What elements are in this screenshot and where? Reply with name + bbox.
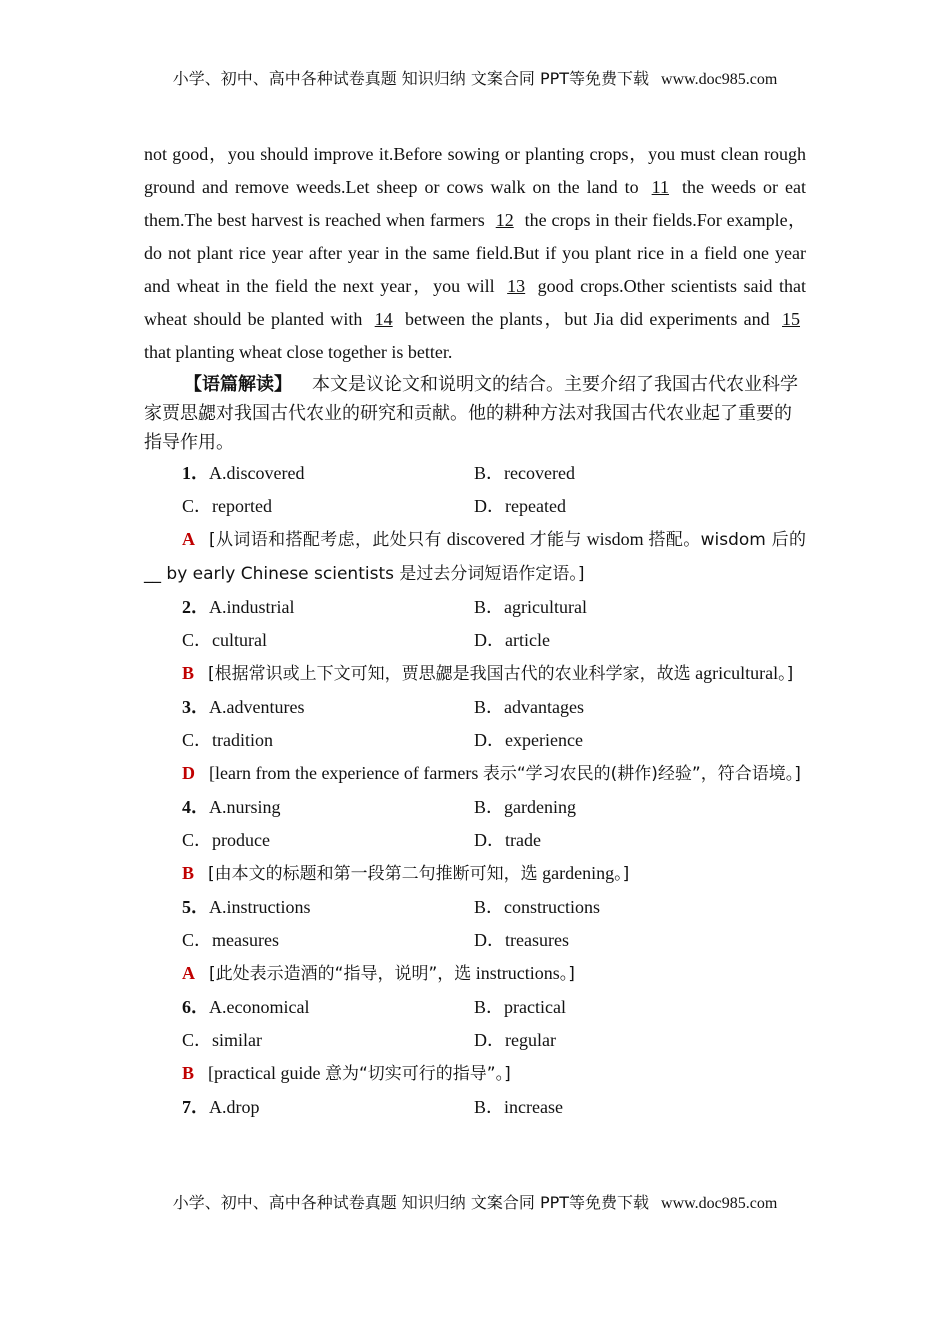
- option-a-text: A.adventures: [209, 697, 305, 717]
- question-number: 2．: [182, 597, 209, 617]
- blank-11: 11: [651, 177, 669, 197]
- answer-explanation: [144, 523, 806, 591]
- page-footer: [0, 1190, 950, 1213]
- question-row: [144, 490, 806, 523]
- option-b: B．advantages: [474, 697, 584, 717]
- option-a: [182, 991, 309, 1024]
- option-b: B．agricultural: [474, 597, 587, 617]
- option-b: B．recovered: [474, 463, 575, 483]
- explanation-text: 是过去分词短语作定语。]: [399, 564, 585, 584]
- question-row: [144, 991, 806, 1024]
- reading-summary: [144, 370, 806, 457]
- blank-15: 15: [782, 309, 800, 329]
- header-url[interactable]: www.doc985.com: [661, 71, 778, 88]
- explanation-text: [practical guide: [208, 1063, 325, 1083]
- question-row: [144, 457, 806, 490]
- option-a-text: A.nursing: [209, 797, 281, 817]
- answer-explanation: [144, 957, 806, 991]
- answer-key: D: [182, 763, 195, 783]
- option-d: D．article: [474, 630, 550, 650]
- option-b: B．increase: [474, 1097, 563, 1117]
- option-b: B．practical: [474, 997, 566, 1017]
- explanation-text: [由本文的标题和第一段第二句推断可知，选: [208, 864, 538, 884]
- question-row: [144, 691, 806, 724]
- question-number: 3．: [182, 697, 209, 717]
- footer-url[interactable]: www.doc985.com: [661, 1195, 778, 1212]
- explanation-text: gardening: [537, 863, 615, 883]
- option-d: D．treasures: [474, 930, 569, 950]
- question-row: [144, 591, 806, 624]
- question-row: [144, 891, 806, 924]
- question-number: 5．: [182, 897, 209, 917]
- explanation-text: [此处表示造酒的“指导，说明”，选: [209, 964, 472, 984]
- passage-text: good crops.Other scientists said that wheat should be planted with: [144, 276, 806, 329]
- footer-text: 小学、初中、高中各种试卷真题 知识归纳 文案合同 PPT等免费下载: [172, 1193, 650, 1212]
- option-a-text: A.discovered: [209, 463, 305, 483]
- question-row: [144, 791, 806, 824]
- question-row: [144, 1091, 806, 1124]
- option-c: C．measures: [182, 930, 279, 950]
- question-list: [144, 457, 806, 1124]
- option-c: C．cultural: [182, 630, 267, 650]
- option-c: C．tradition: [182, 730, 273, 750]
- option-d: D．trade: [474, 830, 541, 850]
- answer-explanation: [144, 757, 806, 791]
- option-a-text: A.instructions: [209, 897, 311, 917]
- option-a-text: A.industrial: [209, 597, 295, 617]
- option-a-text: A.drop: [209, 1097, 260, 1117]
- header-text: 小学、初中、高中各种试卷真题 知识归纳 文案合同 PPT等免费下载: [172, 69, 650, 88]
- passage-text: the crops in their fields.For example，do not plant rice year after year in the same field.But if you plant rice in a field one year and wheat in the field the next year，you will: [144, 210, 806, 296]
- blank-12: 12: [495, 210, 514, 230]
- explanation-text: 。]: [614, 864, 630, 884]
- explanation-text: instructions: [471, 963, 560, 983]
- reading-tag: 【语篇解读】: [184, 374, 292, 395]
- passage-paragraph: [144, 138, 806, 369]
- blank-13: 13: [507, 276, 526, 296]
- passage-text: between the plants，but Jia did experiments and: [398, 309, 776, 329]
- question-number: 6．: [182, 997, 209, 1017]
- question-number: 4．: [182, 797, 209, 817]
- answer-key: B: [182, 663, 195, 683]
- question-row: [144, 624, 806, 657]
- answer-explanation: [144, 657, 806, 691]
- passage: [144, 138, 806, 369]
- option-a: [182, 891, 311, 924]
- answer-explanation: [144, 857, 806, 891]
- option-d: D．regular: [474, 1030, 556, 1050]
- question-number: 1．: [182, 463, 209, 483]
- option-d: D．experience: [474, 730, 583, 750]
- explanation-text: 才能与: [529, 530, 582, 550]
- answer-key: A: [182, 963, 195, 983]
- explanation-text: 搭配。wisdom 后的__ by early Chinese scientists: [144, 530, 806, 584]
- explanation-text: 。]: [559, 964, 575, 984]
- option-c: C．produce: [182, 830, 270, 850]
- passage-text: the weeds or eat them.The best harvest is reached when farmers: [144, 177, 806, 230]
- question-row: [144, 1024, 806, 1057]
- option-c: C．reported: [182, 496, 272, 516]
- question-number: 7．: [182, 1097, 209, 1117]
- reading-text: 本文是议论文和说明文的结合。主要介绍了我国古代农业科学家贾思勰对我国古代农业的研究和贡献。他的耕种方法对我国古代农业起了重要的指导作用。: [144, 374, 798, 453]
- explanation-text: 。]: [778, 664, 794, 684]
- explanation-text: discovered: [441, 529, 530, 549]
- blank-14: 14: [374, 309, 393, 329]
- explanation-text: wisdom: [581, 529, 649, 549]
- passage-text: that planting wheat close together is better.: [144, 342, 453, 362]
- answer-key: B: [182, 863, 195, 883]
- explanation-text: 意为“切实可行的指导”。]: [324, 1064, 511, 1084]
- option-a: [182, 691, 304, 724]
- question-row: [144, 824, 806, 857]
- option-b: B．gardening: [474, 797, 576, 817]
- question-row: [144, 724, 806, 757]
- explanation-text: [根据常识或上下文可知，贾思勰是我国古代的农业科学家，故选: [208, 664, 691, 684]
- option-c: C．similar: [182, 1030, 262, 1050]
- question-row: [144, 924, 806, 957]
- explanation-text: 表示“学习农民的(耕作)经验”，符合语境。]: [482, 764, 801, 784]
- option-d: D．repeated: [474, 496, 566, 516]
- option-a: [182, 1091, 260, 1124]
- explanation-text: [learn from the experience of farmers: [209, 763, 483, 783]
- answer-key: B: [182, 1063, 195, 1083]
- answer-explanation: [144, 1057, 806, 1091]
- option-b: B．constructions: [474, 897, 600, 917]
- answer-key: A: [182, 529, 195, 549]
- option-a: [182, 591, 295, 624]
- page-header: [0, 66, 950, 89]
- explanation-text: [从词语和搭配考虑，此处只有: [209, 530, 442, 550]
- option-a: [182, 791, 281, 824]
- explanation-text: agricultural: [690, 663, 779, 683]
- passage-text: not good，you should improve it.Before sowing or planting crops，you must clean rough ground and remove weeds.Let sheep or cows walk on the land to: [144, 144, 806, 197]
- option-a-text: A.economical: [209, 997, 310, 1017]
- option-a: [182, 457, 304, 490]
